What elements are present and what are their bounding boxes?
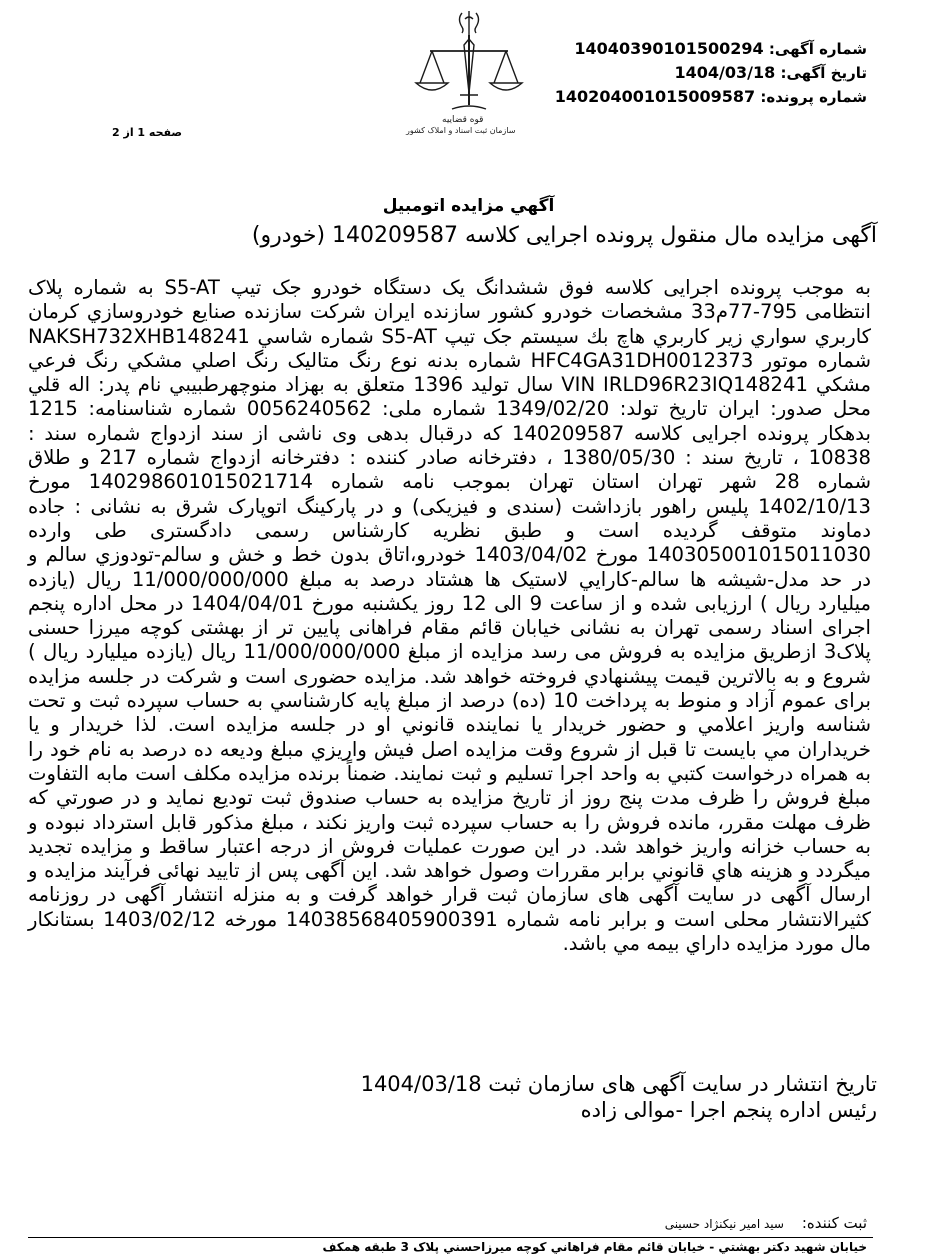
registrar-label: ثبت کننده: (801, 1214, 867, 1232)
notice-body: به موجب پرونده اجرایی کلاسه فوق ششدانگ یک دستگاه خودرو جک تیپ S5-AT به شماره پلاک انتظامی 795-77م33 مشخصات خودرو کشور سازنده ایران شرکت سازنده صنایع خودروسازي کرمان کاربري سواري زير کاربري هاچ بك سيستم جک تیپ S5-AT شماره شاسي NAKSH732XHB148241 شماره موتور HFC4GA31DH0012373 شماره بدنه نوع رنگ متالیک رنگ اصلي مشکي رنگ فرعي مشکي VIN IRLD96R23IQ148241 سال توليد 1396 متعلق به بهزاد منوچهرطبیبي نام پدر: اله قلي محل صدور: ایران تاریخ تولد: 1349/02/20 شماره ملی: 0056240562 شماره شناسنامه: 1215 بدهکار پرونده اجرایی کلاسه 140209587 که درقبال بدهی وی ناشی از سند ازدواج شماره سند : 10838 ، تاریخ سند : 1380/05/30 ، دفترخانه صادر کننده : دفترخانه ازدواج شماره 217 و طلاق شماره 28 شهر تهران استان تهران بموجب نامه شماره 140298601015021714 مورخ 1402/10/13 پلیس راهور بازداشت (سندی و فیزیکی) و در پارکینگ اتوپارک شرق به نشانی : جاده دماوند متوقف گرديده است و طبق نظريه کارشناس رسمی دادگستری طی وارده 140305001015011030 مورخ 1403/04/02 خودرو،اتاق بدون خط و خش و سالم-تودوزي سالم و در حد مدل-شیشه ها سالم-کارایي لاستیک ها هشتاد درصد به مبلغ 11/000/000/000 ریال (یازده میلیارد ریال ) ارزیابی شده و از ساعت 9 الی 12 روز یکشنبه مورخ 1404/04/01 در محل اداره پنجم اجرای اسناد رسمی تهران به نشانی خیابان قائم مقام فراهانی پایین تر از بهشتی کوچه میرزا حسنی پلاک3 ازطریق مزایده به فروش می رسد مزایده از مبلغ 11/000/000/000 ریال (یازده میلیارد ریال ) شروع و به بالاترین قیمت پیشنهادي فروخته خواهد شد. مزایده حضوری است و شرکت در جلسه مزايده برای عموم آزاد و منوط به پرداخت 10 (ده) درصد از مبلغ پايه كارشناسي به حساب سپرده ثبت و تحت شناسه واريز اعلامي و حضور خريدار يا نماينده قانوني او در جلسه مزايده است. لذا خريدار و يا خريداران مي بايست تا قبل از شروع وقت مزايده اصل فيش واريزي مبلغ وديعه ده درصد به نام خود را به همراه درخواست كتبي به واحد اجرا تسليم و ثبت نمايند. ضمناً برنده مزایده مکلف است مابه التفاوت مبلغ فروش را ظرف مدت پنج روز از تاريخ مزايده به حساب صندوق ثبت توديع نمايد و در صورتي كه ظرف مهلت مقرر، مانده فروش را به حساب سپرده ثبت واريز نكند ، مبلغ مذكور قابل استرداد نبوده و به حساب خزانه واريز خواهد شد. در اين صورت عمليات فروش از درجه اعتبار ساقط و مزايده تجديد ميگردد و هزينه هاي قانوني برابر مقررات وصول خواهد شد. این آگهی پس از تایید نهائی فرآیند مزایده و ارسال آگهی در سایت آگهی های سازمان ثبت قرار خواهد گرفت و به منزله انتشار آگهی در روزنامه کثیرالانتشار محلی است و برابر نامه شماره 14038568405900391 مورخه 1403/02/12 بستانكار مال مورد مزايده داراي بيمه مي باشد. (28, 276, 872, 956)
judiciary-emblem-logo (402, 5, 536, 135)
registrar-row (665, 1214, 867, 1232)
page-indicator: صفحه 1 از 2 (112, 126, 183, 139)
notice-date: 1404/03/18 (674, 63, 776, 82)
emblem-text-judiciary: قوه قضاییه (442, 115, 484, 125)
footer-divider (28, 1237, 873, 1238)
signer-line: رئیس اداره پنجم اجرا -موالی زاده (580, 1098, 877, 1122)
notice-number: 14040390101500294 (574, 39, 764, 58)
notice-number-row (574, 38, 867, 60)
notice-date-row (675, 62, 868, 84)
publish-date-line: تاریخ انتشار در سایت آگهی های سازمان ثبت 1404/03/18 (360, 1072, 877, 1096)
notice-number-label: شماره آگهی: (768, 40, 867, 58)
office-address: خيابان شهيد دكتر بهشتي - خيابان قائم مقام فراهاني كوچه ميرزاحسني پلاک 3 طبقه همكف (322, 1240, 867, 1254)
notice-date-label: تاریخ آگهی: (780, 64, 867, 82)
registrar-name: سید امیر نیکنژاد حسینی (664, 1217, 784, 1231)
file-number-label: شماره پرونده: (760, 88, 867, 106)
file-number: 140204001015009587 (554, 87, 756, 106)
page-title: آگهي مزايده اتومبيل (382, 196, 555, 216)
emblem-text-org: سازمان ثبت اسناد و املاک کشور (406, 126, 516, 135)
page-subtitle: آگهی مزایده مال منقول پرونده اجرایی کلاسه 140209587 (خودرو) (251, 223, 877, 248)
file-number-row (555, 86, 867, 108)
